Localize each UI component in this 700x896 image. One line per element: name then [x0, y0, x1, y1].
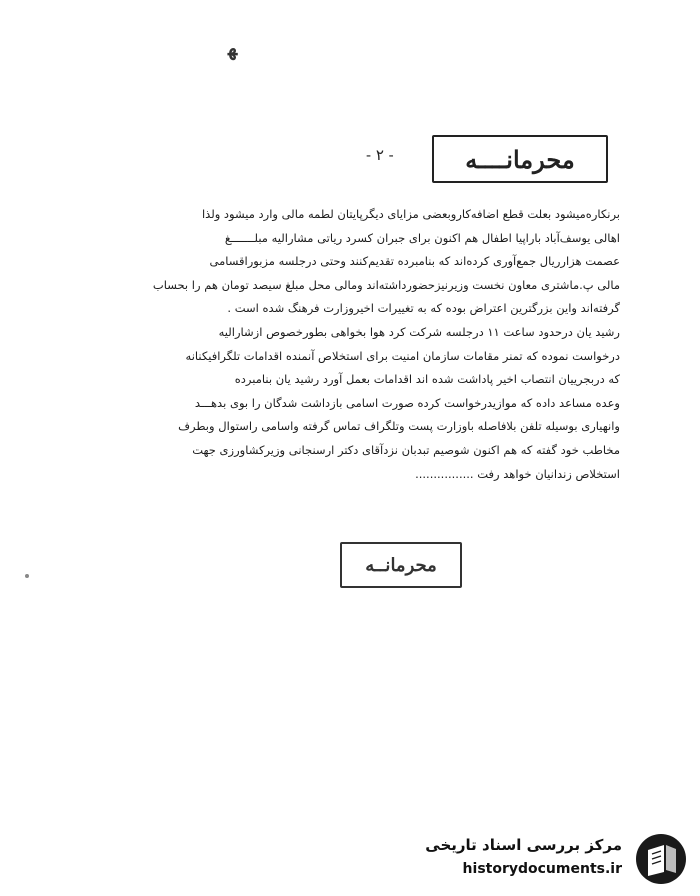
- body-line: رشید یان درحدود ساعت ۱۱ درجلسه شرکت کرد هوا بخواهی بطورخصوص ازشاراليه: [218, 324, 620, 339]
- watermark-url: historydocuments.ir: [462, 861, 622, 877]
- body-line: که دربجرییان انتصاب اخیر پاداشت شده اند اقدامات بعمل آورد رشید یان بنامبرده: [234, 372, 620, 387]
- confidential-stamp-bottom: [340, 542, 462, 588]
- archive-watermark: [412, 830, 694, 888]
- body-line: وانهیاری بوسیله تلفن بلافاصله باوزارت پست وتلگراف تماس گرفته واسامی راستوال وبطرف: [178, 419, 620, 434]
- body-line: عصمت هزارریال جمع‌آوری کرده‌اند که بنامبرده تقدیم‌کنند وحتی درجلسه مزبوراقسامی: [209, 254, 620, 269]
- folded-book-logo-icon: [634, 832, 688, 886]
- page-number: - ۲ -: [366, 146, 394, 164]
- document-body: [90, 203, 620, 486]
- body-line: درخواست نموده که تمنر مقامات سازمان امنیت برای استخلاص آنمنده اقدامات تلگرافیکنانه: [185, 348, 620, 363]
- top-handwritten-mark: ﻬ: [228, 36, 238, 60]
- body-line: برنكاره‌میشود بعلت قطع اضافه‌كاروبعضی مزایای دیگرپایتان لطمه مالی وارد میشود ولذا: [201, 207, 620, 221]
- confidential-stamp-top: [432, 135, 608, 183]
- confidential-stamp-top-text: محرمانــــه: [465, 144, 575, 174]
- body-line: وعده مساعد داده که موازیدرخواست کرده صورت اسامی بازداشت شدگان را بوی بدهـــد: [194, 395, 620, 410]
- body-line: مالی پ.ماشتری معاون نخست وزیرنیزحضورداشته‌اند ومالی محل مبلغ سیصد تومان هم را بحساب: [152, 277, 620, 292]
- body-line: استخلاص زندانیان خواهد رفت ................: [415, 466, 620, 481]
- watermark-title: مرکز بررسی اسناد تاریخی: [425, 836, 622, 854]
- body-line: مخاطب خود گفته که هم اکنون شوصیم تبدبان نزدآقای دکتر ارسنجانی وزیرکشاورزی جهت: [192, 442, 620, 457]
- body-line: اهالی یوسف‌آباد باراپیا اطفال هم اکنون برای جبران کسرد ریاتی مشارالیه مبلـــــــغ: [224, 230, 620, 245]
- scan-speck: [25, 574, 29, 578]
- confidential-stamp-bottom-text: محرمانــه: [365, 554, 437, 576]
- body-line: گرفته‌اند واین بزرگترین اعتراض بوده که به تغییرات اخیروزارت فرهنگ شده است .: [227, 301, 620, 316]
